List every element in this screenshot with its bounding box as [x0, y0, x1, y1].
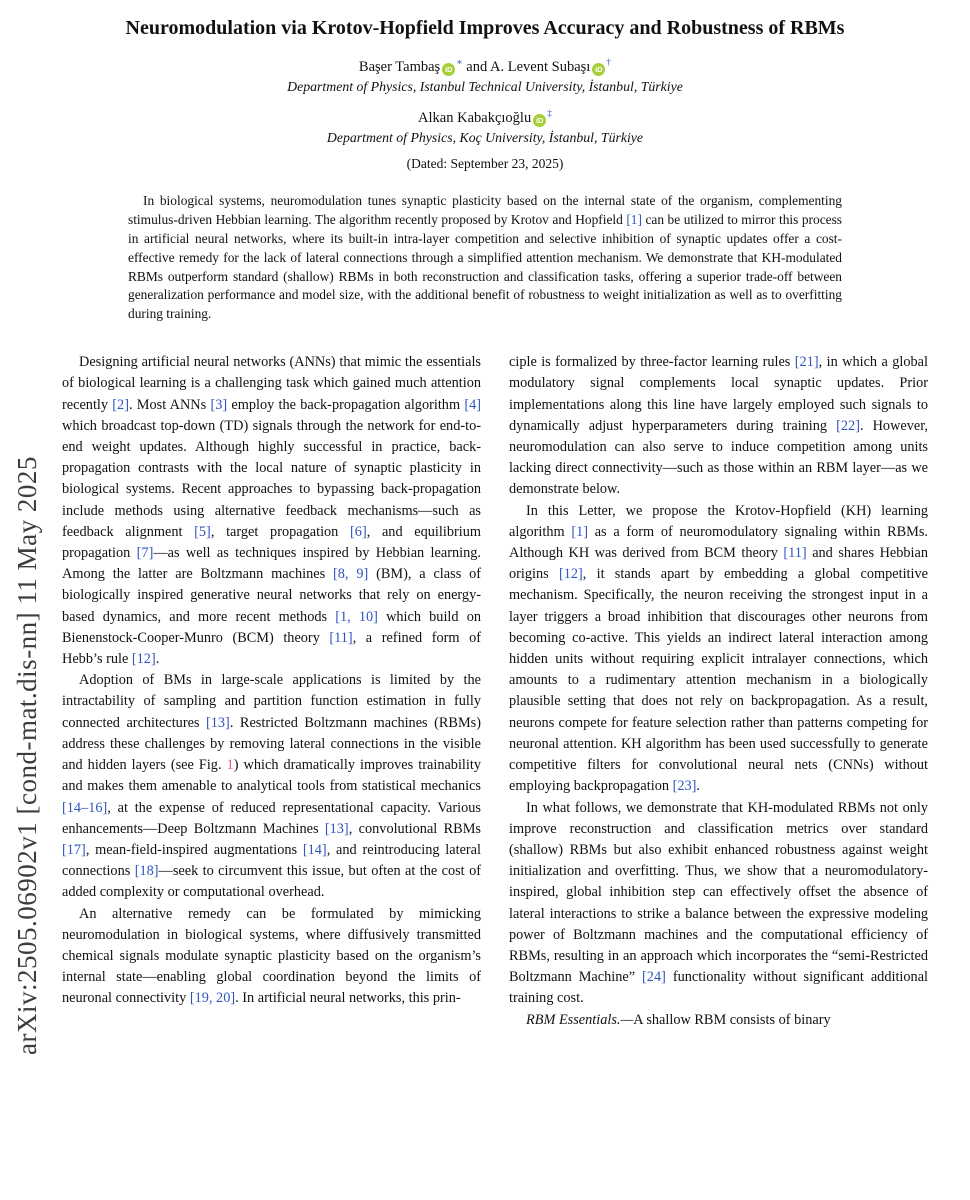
body-columns [0, 352, 970, 1031]
text-run: which broadcast top-down (TD) signals through the network for end-to-end weight updates. Although highly successful in practice, back-propagation contrasts with the local nature of synaptic plasticity in biological systems. Recent approaches to bypassing back-propagation include methods using alternative feedback mechanisms—such as feedback alignment [62, 417, 481, 540]
paragraph [509, 1010, 928, 1031]
author-footnote-mark-asterisk[interactable]: ∗ [456, 58, 463, 69]
citation-link[interactable]: [1] [626, 211, 642, 227]
text-run: , in which a global modulatory signal complements local synaptic updates. Prior implementations along this line have largely employed such signals to dynamically adjust hyperparameters during training [509, 354, 929, 434]
text-run: . Restricted Boltzmann machines (RBMs) address these challenges by removing lateral connections in the visible and hidden layers (see Fig. [62, 714, 481, 774]
citation-link[interactable]: [4] [464, 396, 481, 413]
text-run: , target propagation [210, 523, 351, 540]
text-run: . In artificial neural networks, this prin- [235, 990, 461, 1007]
citation-link[interactable]: [14–16] [62, 799, 108, 816]
citation-link[interactable]: [18] [134, 863, 159, 880]
paragraph [62, 352, 481, 670]
dated-line: (Dated: September 23, 2025) [406, 156, 564, 171]
citation-link[interactable]: [22] [836, 417, 860, 434]
citation-link[interactable]: [1, 10] [335, 608, 378, 625]
citation-link[interactable]: [1] [571, 523, 588, 540]
text-run: , convolutional RBMs [348, 820, 481, 837]
text-run: Designing artificial neural networks (ANNs) that mimic the essentials of biological learning is a challenging task which gained much attention recently [62, 354, 481, 413]
text-run: . [155, 651, 160, 668]
citation-link[interactable]: [21] [794, 354, 819, 371]
citation-link[interactable]: [19, 20] [189, 990, 236, 1007]
paragraph [509, 501, 928, 798]
author-footnote-mark-dagger[interactable]: † [606, 58, 612, 69]
text-run: In this Letter, we propose the Krotov-Hopfield (KH) learning algorithm [509, 502, 928, 540]
text-run: (BM), a class of biologically inspired generative neural networks that rely on energy-based dynamics, and more recent methods [62, 566, 482, 625]
text-run: An alternative remedy can be formulated by mimicking neuromodulation in biological systems, where diffusively transmitted chemical signals modulate synaptic plasticity based on the organism’s internal state—enabling global coordination beyond the limits of neuronal connectivity [62, 905, 481, 1007]
authors-line-1 [0, 59, 970, 76]
author-name-1: Başer Tambaş [358, 59, 441, 75]
emphasis-text: RBM Essentials.— [526, 1011, 634, 1028]
author-footnote-mark-double-dagger[interactable]: ‡ [547, 109, 552, 120]
orcid-icon[interactable] [533, 114, 546, 127]
citation-link[interactable]: [13] [324, 820, 349, 837]
citation-link[interactable]: [3] [210, 396, 228, 413]
affiliation-1: Department of Physics, Istanbul Technical University, İstanbul, Türkiye [287, 79, 683, 94]
citation-link[interactable]: [23] [672, 778, 697, 795]
paper-title: Neuromodulation via Krotov-Hopfield Improves Accuracy and Robustness of RBMs [125, 17, 845, 39]
text-run: ) which dramatically improves trainability and makes them amenable to analytical tools from statistical mechanics [62, 757, 481, 795]
column-left [62, 352, 481, 1031]
text-run: . [696, 778, 700, 795]
citation-link[interactable]: [5] [194, 523, 211, 540]
text-run: employ the back-propagation algorithm [227, 396, 465, 413]
citation-link[interactable]: [11] [329, 629, 353, 646]
affiliation-2: Department of Physics, Koç University, İstanbul, Türkiye [326, 130, 644, 145]
text-run: , and equilibrium propagation [62, 523, 482, 562]
text-run: —as well as techniques inspired by Hebbian learning. Among the latter are Boltzmann machines [62, 545, 481, 583]
author-name-2: A. Levent Subaşı [490, 59, 591, 75]
text-run: A shallow RBM consists of binary [633, 1011, 831, 1028]
citation-link[interactable]: [2] [112, 396, 129, 413]
paragraph [62, 670, 481, 903]
orcid-icon[interactable] [592, 63, 605, 76]
citation-link[interactable]: [24] [642, 969, 666, 986]
author-separator: and [462, 59, 491, 75]
citation-link[interactable]: [14] [302, 841, 327, 858]
text-run: as a form of neuromodulatory signaling within RBMs. Although KH was derived from BCM theory [509, 523, 928, 562]
orcid-icon-label: iD [444, 65, 453, 74]
arxiv-sidebar-stamp: arXiv:2505.06902v1 [cond-mat.dis-nn] 11 May 2025 [12, 456, 42, 1055]
text-run: , a refined form of Hebb’s rule [62, 629, 481, 668]
text-run: which build on Bienenstock-Cooper-Munro (BCM) theory [62, 608, 482, 646]
text-run: . Most ANNs [128, 396, 211, 413]
authors-line-2 [0, 110, 970, 127]
citation-link[interactable]: [12] [558, 566, 583, 583]
column-right [509, 352, 928, 1031]
text-run: In biological systems, neuromodulation tunes synaptic plasticity based on the internal state of the organism, complementing stimulus-driven Hebbian learning. The algorithm recently proposed by Krotov and Hopfield [128, 193, 842, 227]
citation-link[interactable]: [17] [62, 841, 86, 858]
citation-link[interactable]: [6] [350, 523, 367, 540]
text-run: . However, neuromodulation can also serve to induce competition among units lacking direct connectivity—such as those within an RBM layer—as we demonstrate below. [509, 417, 928, 498]
orcid-icon[interactable] [442, 63, 455, 76]
text-run: In what follows, we demonstrate that KH-modulated RBMs not only improve reconstruction and classification metrics over standard (shallow) RBMs but also exhibit enhanced robustness against weight initialization and overfitting. Thus, we show that a neuromodulatory-inspired, global inhibition step can effectively offset the absence of lateral interactions to strike a balance between the expressive modeling power of Boltzmann machines and the computational efficiency of RBMs, resulting in an approach which incorporates the “semi-Restricted Boltzmann Machine” [509, 799, 928, 986]
citation-link[interactable]: [11] [783, 545, 807, 562]
text-run: , mean-field-inspired augmentations [85, 841, 303, 858]
orcid-icon-label: iD [535, 116, 544, 125]
paragraph [62, 904, 481, 1010]
text-run: Adoption of BMs in large-scale applications is limited by the intractability of sampling and partition function estimation in fully connected architectures [62, 672, 481, 731]
citation-link[interactable]: [7] [136, 545, 154, 562]
abstract [128, 192, 842, 324]
orcid-icon-label: iD [595, 65, 603, 74]
text-run: , it stands apart by embedding a global competitive mechanism. Specifically, the neuron receiving the strongest input in a layer triggers a broad inhibition that discourages other neurons from becoming co-active. This yields an indirect lateral interaction among hidden units without requiring explicit intralayer connections, which amounts to a rudimentary attention mechanism in a biologically plausible setting that does not rely on backpropagation. As a result, neurons compete for feature selection rather than patterns competing for neuronal attention. KH algorithm has been used successfully to generate competitive filters for convolutional neural nets (CNNs) without employing backpropagation [509, 566, 928, 795]
text-run: , and reintroducing lateral connections [62, 841, 481, 880]
text-run: ciple is formalized by three-factor learning rules [509, 354, 795, 371]
text-run: and shares Hebbian origins [509, 545, 928, 583]
text-run: , at the expense of reduced representational capacity. Various enhancements—Deep Boltzmann Machines [62, 799, 481, 837]
citation-link[interactable]: [12] [131, 651, 156, 668]
figure-ref-link[interactable]: 1 [226, 757, 234, 774]
text-run: —seek to circumvent this issue, but often at the cost of added complexity or computational overhead. [62, 863, 481, 901]
paragraph [509, 798, 928, 1010]
paragraph [509, 352, 928, 500]
text-run: functionality without significant additional training cost. [509, 969, 929, 1007]
author-name-3: Alkan Kabakçıoğlu [418, 110, 532, 126]
citation-link[interactable]: [8, 9] [332, 566, 369, 583]
citation-link[interactable]: [13] [206, 714, 230, 731]
text-run: can be utilized to mirror this process in artificial neural networks, where its built-in intra-layer competition and selective inhibition of synaptic updates offer a cost-effective remedy for the lack of lateral connections through a simplified attention mechanism. We demonstrate that KH-modulated RBMs outperform standard (shallow) RBMs in both reconstruction and classification tasks, offering a superior trade-off between generalization performance and model size, with the additional benefit of robustness to weight initialization as well as to overfitting during training. [128, 211, 843, 322]
paper-header [0, 16, 970, 172]
